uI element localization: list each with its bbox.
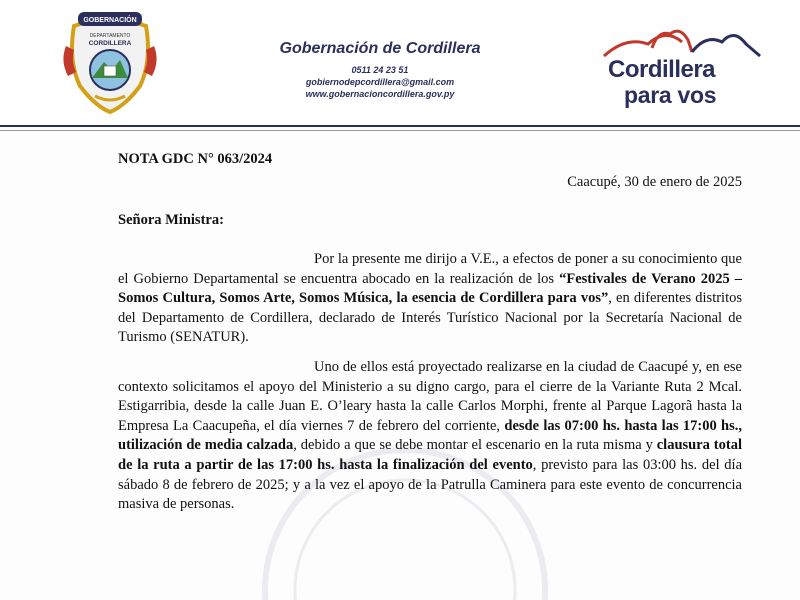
crest-mid-label: DEPARTAMENTO: [89, 33, 131, 39]
p2-time-window: desde las 07:00 hs. hasta las 17:00 hs., utilización de media calzada: [118, 417, 743, 454]
cordillera-para-vos-logo: [596, 22, 766, 112]
brand-line-1: Cordillera: [608, 56, 716, 83]
p2-text-e: , previsto para las 03:00 hs. del día sábado 8 de febrero de 2025; y a la vez el apoyo de la Patrulla Caminera para este evento de concurrencia masiva de personas.: [118, 456, 742, 513]
p2-closure-notice: clausura total de la ruta a partir de las 17:00 hs. hasta la finalización del evento: [118, 437, 742, 473]
crest-top-label: GOBERNACIÓN: [83, 17, 137, 24]
p1-festival-title: “Festivales de Verano 2025 – Somos Cultura, Somos Arte, Somos Música, la esencia de Cordillera para vos”: [118, 270, 742, 307]
crest-name-label: CORDILLERA: [88, 40, 132, 47]
letter-date: Caacupé, 30 de enero de 2025: [567, 174, 742, 190]
salutation: Señora Ministra:: [118, 212, 224, 228]
note-number: NOTA GDC N° 063/2024: [118, 151, 273, 167]
organization-name: Gobernación de Cordillera: [279, 40, 481, 57]
paragraph-1: [118, 250, 742, 348]
brand-line-2: para vos: [624, 82, 717, 108]
organization-info: [250, 40, 510, 100]
header-divider-thin: [0, 130, 800, 131]
p1-text-a: Por la presente me dirijo a V.E., a efectos de poner a su conocimiento que el Gobierno Departamental se encuentra abocado en la realización de los: [118, 251, 742, 287]
p2-text-c: , debido a que se debe montar el escenario en la ruta misma y: [293, 437, 657, 454]
email-address: gobiernodepcordillera@gmail.com: [305, 77, 455, 87]
letterhead: [0, 0, 800, 126]
watermark-seal: [215, 440, 595, 600]
header-divider: [0, 125, 800, 127]
website-url: www.gobernacioncordillera.gov.py: [305, 89, 455, 99]
department-crest-logo: [60, 6, 160, 116]
p1-text-c: , en diferentes distritos del Departamento de Cordillera, declarado de Interés Turístico Nacional por la Secretaría Nacional de Turismo (SENATUR).: [118, 290, 742, 346]
p2-text-a: Uno de ellos está proyectado realizarse en la ciudad de Caacupé y, en ese contexto solicitamos el apoyo del Ministerio a su digno cargo, para el cierre de la Variante Ruta 2 Mcal. Estigarribia, desde la calle Juan E. O’leary hasta la calle Carlos Morphi, frente al Parque Lagorã hasta la Empresa La Caacupeña, el día viernes 7 de febrero del corriente,: [118, 359, 742, 434]
phone-number: 0511 24 23 51: [351, 65, 409, 75]
